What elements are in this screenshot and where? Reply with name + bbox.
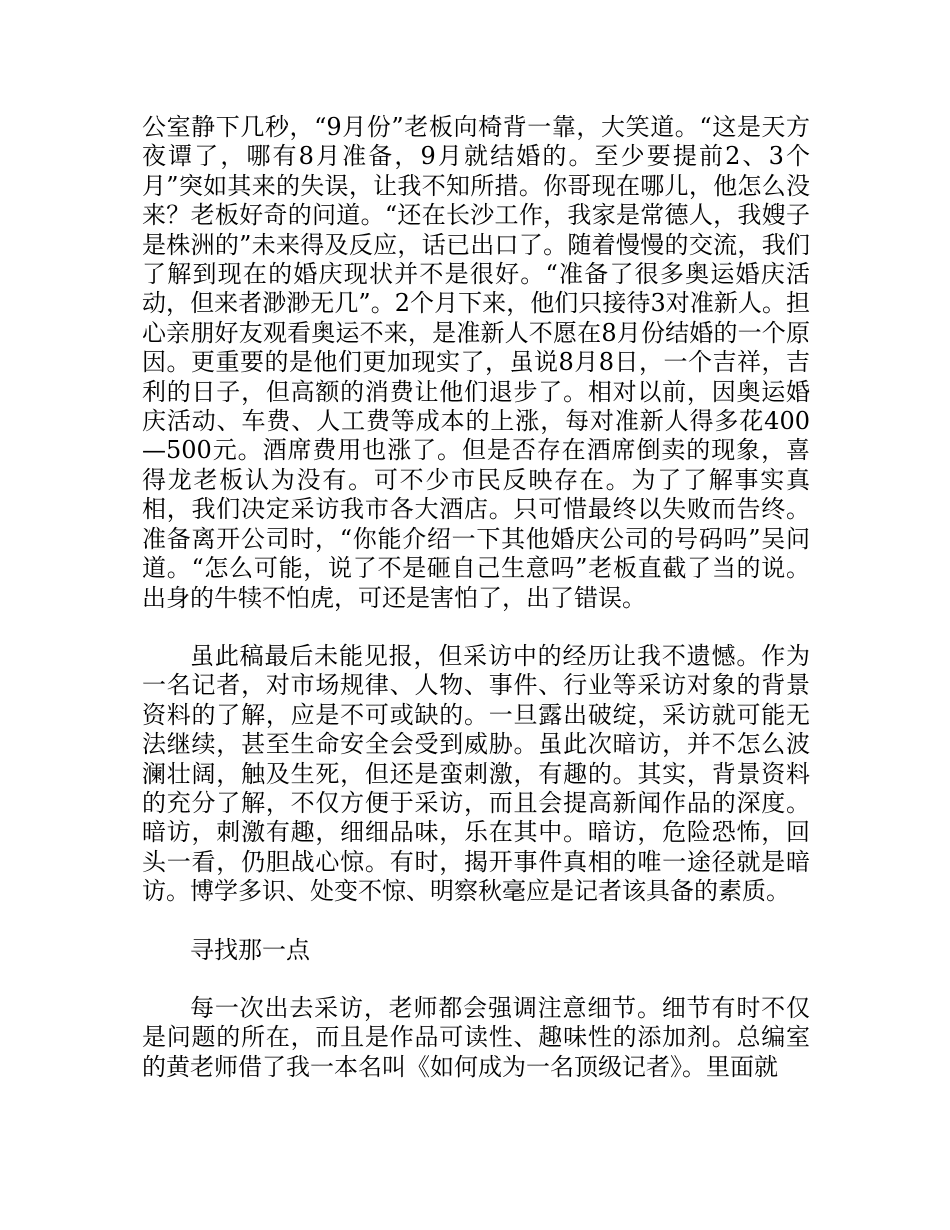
document-page [142,113,810,1082]
body-paragraph-2: 虽此稿最后未能见报，但采访中的经历让我不遗憾。作为一名记者，对市场规律、人物、事件、行业等采访对象的背景资料的了解，应是不可或缺的。一旦露出破绽，采访就可能无法继续，甚至生命安全会受到威胁。虽此次暗访，并不怎么波澜壮阔，触及生死，但还是蛮刺激，有趣的。其实，背景资料的充分了解，不仅方便于采访，而且会提高新闻作品的深度。暗访，刺激有趣，细细品味，乐在其中。暗访，危险恐怖，回头一看，仍胆战心惊。有时，揭开事件真相的唯一途径就是暗访。博学多识、处变不惊、明察秋毫应是记者该具备的素质。 [142,641,810,906]
body-paragraph-1: 公室静下几秒，“9月份”老板向椅背一靠，大笑道。“这是天方夜谭了，哪有8月准备，9月就结婚的。至少要提前2、3个月”突如其来的失误，让我不知所措。你哥现在哪儿，他怎么没来？老板好奇的问道。“还在长沙工作，我家是常德人，我嫂子是株洲的”未来得及反应，话已出口了。随着慢慢的交流，我们了解到现在的婚庆现状并不是很好。“准备了很多奥运婚庆活动，但来者渺渺无几”。2个月下来，他们只接待3对准新人。担心亲朋好友观看奥运不来，是准新人不愿在8月份结婚的一个原因。更重要的是他们更加现实了，虽说8月8日，一个吉祥，吉利的日子，但高额的消费让他们退步了。相对以前，因奥运婚庆活动、车费、人工费等成本的上涨，每对准新人得多花400—500元。酒席费用也涨了。但是否存在酒席倒卖的现象，喜得龙老板认为没有。可不少市民反映存在。为了了解事实真相，我们决定采访我市各大酒店。只可惜最终以失败而告终。准备离开公司时，“你能介绍一下其他婚庆公司的号码吗”吴问道。“怎么可能，说了不是砸自己生意吗”老板直截了当的说。出身的牛犊不怕虎，可还是害怕了，出了错误。 [142,113,810,612]
body-paragraph-3: 每一次出去采访，老师都会强调注意细节。细节有时不仅是问题的所在，而且是作品可读性、趣味性的添加剂。总编室的黄老师借了我一本名叫《如何成为一名顶级记者》。里面就 [142,993,810,1081]
section-heading: 寻找那一点 [190,935,310,964]
